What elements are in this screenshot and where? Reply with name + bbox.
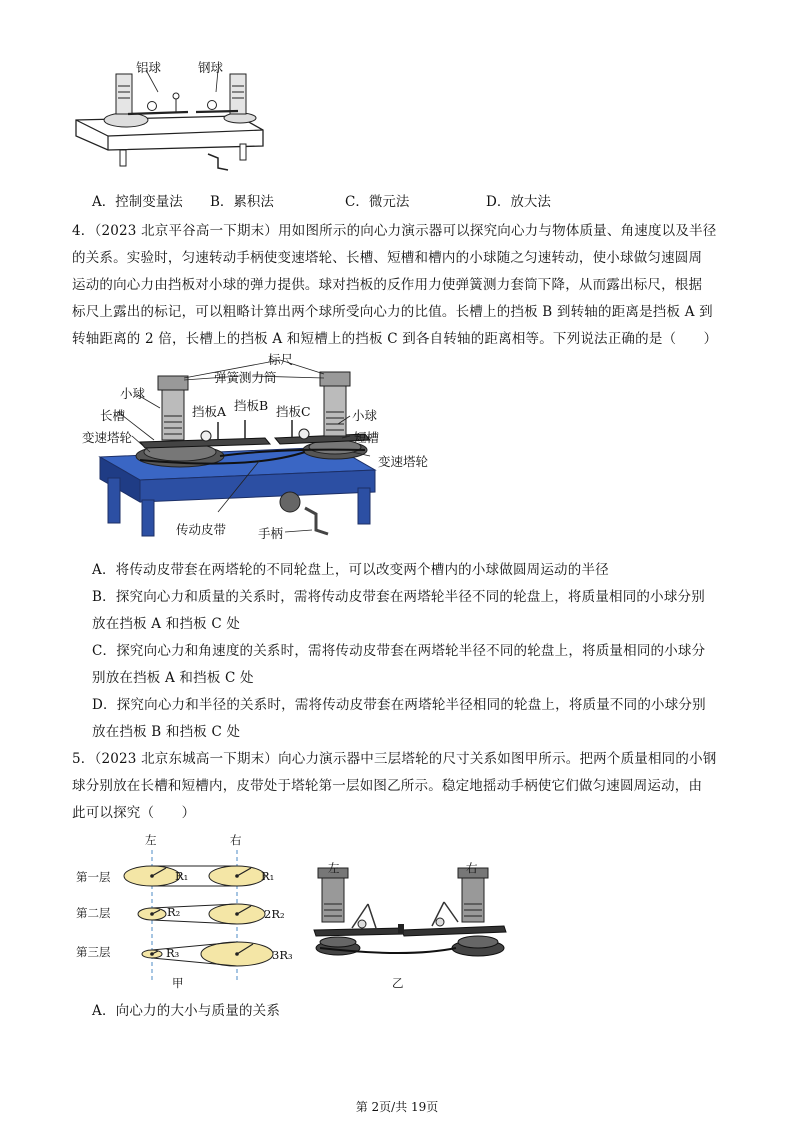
q5-line-1: 5．（2023 北京东城高一下期末）向心力演示器中三层塔轮的尺寸关系如图甲所示。把两个质量相同的小钢: [72, 751, 717, 767]
label-photo-left: 左: [328, 861, 340, 875]
figure-apparatus-photo: [312, 852, 522, 972]
label-layer-2: 第二层: [76, 906, 111, 920]
option-text: 控制变量法: [115, 194, 183, 210]
q4-option-b-line1[interactable]: B．探究向心力和质量的关系时，需将传动皮带套在两塔轮半径不同的轮盘上，将质量相同的小球分别: [92, 589, 705, 605]
caption-yi: 乙: [392, 976, 404, 990]
label-ball-left: 小球: [120, 386, 146, 401]
label-steel-ball: 钢球: [198, 60, 224, 75]
label-aluminum-ball: 铝球: [136, 60, 162, 75]
q4-line-5: 转轴距离的 2 倍，长槽上的挡板 A 和短槽上的挡板 C 到各自转轴的距离相等。下列说法正确的是（ ）: [72, 331, 718, 347]
label-baffle-c: 挡板C: [276, 404, 311, 419]
q5-option-a[interactable]: A．向心力的大小与质量的关系: [92, 1003, 281, 1019]
label-short-groove: 短槽: [354, 430, 380, 445]
label-tower-left: 变速塔轮: [82, 430, 133, 445]
label-layer-1: 第一层: [76, 870, 111, 884]
q5-stem: [72, 746, 717, 827]
label-ruler: 标尺: [268, 352, 294, 367]
label-r2-left: R₂: [167, 905, 181, 919]
label-spring-cylinder: 弹簧测力筒: [214, 370, 277, 385]
q4-line-4: 标尺上露出的标记，可以粗略计算出两个球所受向心力的比值。长槽上的挡板 B 到转轴的距离是挡板 A 到: [72, 304, 713, 320]
label-left-side: 左: [145, 833, 157, 847]
q4-line-3: 运动的向心力由挡板对小球的弹力提供。球对挡板的反作用力使弹簧测力套筒下降，从而露出标尺，根据: [72, 277, 703, 293]
option-key: B．: [210, 194, 234, 210]
label-baffle-a: 挡板A: [192, 404, 227, 419]
label-r3-right: 3R₃: [272, 948, 293, 962]
label-layer-3: 第三层: [76, 945, 111, 959]
q4-options: [92, 557, 706, 746]
label-long-groove: 长槽: [100, 408, 126, 423]
label-r1-left: R₁: [175, 869, 189, 883]
label-baffle-b: 挡板B: [234, 398, 269, 413]
q4-option-d-line2[interactable]: 放在挡板 B 和挡板 C 处: [92, 724, 241, 740]
caption-jia: 甲: [172, 976, 184, 990]
q5-line-2: 球分别放在长槽和短槽内，皮带处于塔轮第一层如图乙所示。稳定地摇动手柄使它们做匀速圆周运动，由: [72, 778, 703, 794]
q3-option-c[interactable]: [345, 190, 409, 210]
option-key: C．: [345, 194, 369, 210]
apparatus-photo-drawing: [312, 852, 522, 972]
q4-option-a[interactable]: A．将传动皮带套在两塔轮的不同轮盘上，可以改变两个槽内的小球做圆周运动的半径: [92, 562, 609, 578]
option-text: 微元法: [368, 194, 410, 210]
q5-line-3: 此可以探究（ ）: [72, 805, 196, 821]
label-handle: 手柄: [258, 526, 284, 541]
label-r1-right: R₁: [261, 869, 275, 883]
q4-option-d-line1[interactable]: D．探究向心力和半径的关系时，需将传动皮带套在两塔轮半径相同的轮盘上，将质量不同的小球分别: [92, 697, 706, 713]
label-ball-right: 小球: [352, 408, 378, 423]
q4-stem: [72, 218, 717, 353]
apparatus-small-drawing: [68, 58, 278, 178]
label-photo-right: 右: [466, 861, 478, 875]
label-r2-right: 2R₂: [264, 907, 285, 921]
option-key: D．: [486, 194, 511, 210]
label-belt: 传动皮带: [176, 522, 227, 537]
q3-option-b[interactable]: [210, 190, 274, 210]
label-right-side: 右: [230, 833, 242, 847]
option-key: A．: [92, 194, 116, 210]
label-r3-left: R₃: [166, 946, 180, 960]
q3-option-a[interactable]: [92, 190, 183, 210]
label-tower-right: 变速塔轮: [378, 454, 429, 469]
page-footer: 第 2页/共 19页: [355, 1100, 439, 1114]
q4-line-1: 4．（2023 北京平谷高一下期末）用如图所示的向心力演示器可以探究向心力与物体质量、角速度以及半径: [72, 223, 717, 239]
q3-option-d[interactable]: [486, 190, 551, 210]
q4-option-b-line2[interactable]: 放在挡板 A 和挡板 C 处: [92, 616, 241, 632]
q4-line-2: 的关系。实验时，匀速转动手柄使变速塔轮、长槽、短槽和槽内的小球随之匀速转动，使小球做匀速圆周: [72, 250, 703, 266]
option-text: 累积法: [233, 194, 274, 210]
figure-apparatus-small: [68, 58, 278, 178]
option-text: 放大法: [510, 194, 551, 210]
q4-option-c-line2[interactable]: 别放在挡板 A 和挡板 C 处: [92, 670, 254, 686]
q4-option-c-line1[interactable]: C．探究向心力和角速度的关系时，需将传动皮带套在两塔轮半径不同的轮盘上，将质量相同的小球分: [92, 643, 706, 659]
